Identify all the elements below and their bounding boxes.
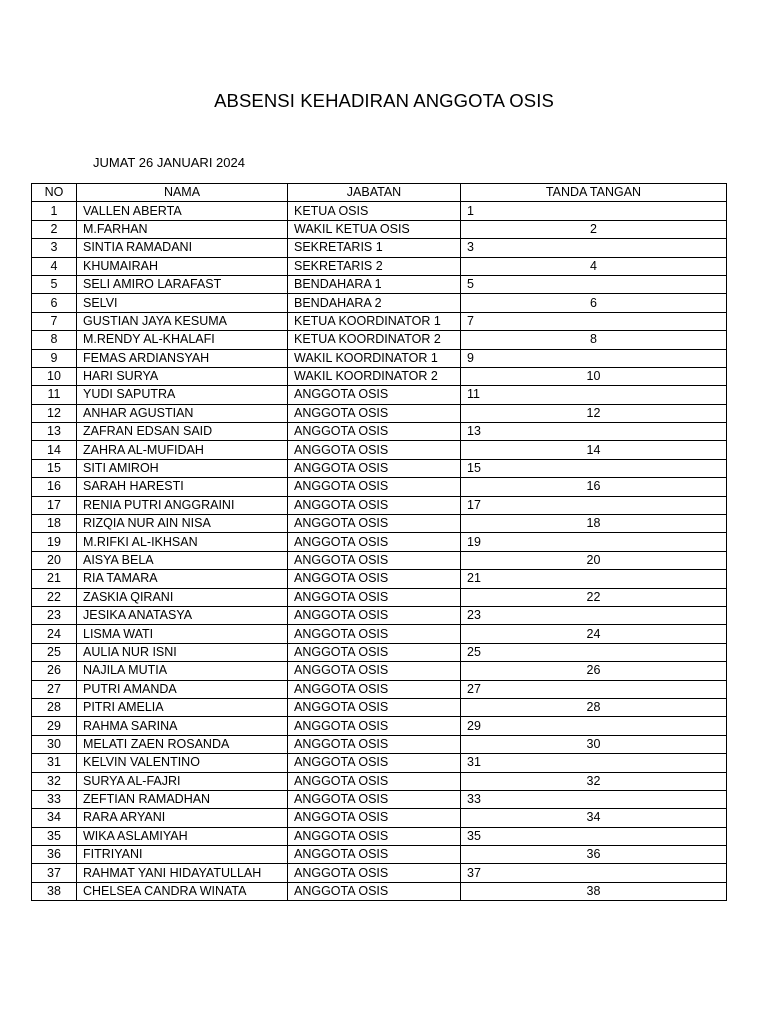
- member-name: RENIA PUTRI ANGGRAINI: [77, 496, 288, 514]
- signature-cell: 17: [461, 496, 727, 514]
- column-header-tanda-tangan: TANDA TANGAN: [461, 184, 727, 202]
- row-number: 25: [32, 643, 77, 661]
- member-position: ANGGOTA OSIS: [288, 772, 461, 790]
- member-name: AISYA BELA: [77, 551, 288, 569]
- member-name: ZEFTIAN RAMADHAN: [77, 790, 288, 808]
- signature-cell: 34: [461, 809, 727, 827]
- member-position: ANGGOTA OSIS: [288, 846, 461, 864]
- table-row: [32, 698, 727, 716]
- table-row: [32, 570, 727, 588]
- signature-cell: 21: [461, 570, 727, 588]
- member-position: KETUA KOORDINATOR 1: [288, 312, 461, 330]
- table-row: [32, 662, 727, 680]
- table-row: [32, 312, 727, 330]
- member-position: ANGGOTA OSIS: [288, 478, 461, 496]
- member-position: ANGGOTA OSIS: [288, 386, 461, 404]
- member-position: WAKIL KOORDINATOR 1: [288, 349, 461, 367]
- member-position: ANGGOTA OSIS: [288, 404, 461, 422]
- table-row: [32, 735, 727, 753]
- row-number: 13: [32, 423, 77, 441]
- signature-cell: 24: [461, 625, 727, 643]
- row-number: 26: [32, 662, 77, 680]
- row-number: 12: [32, 404, 77, 422]
- row-number: 20: [32, 551, 77, 569]
- member-position: BENDAHARA 2: [288, 294, 461, 312]
- table-row: [32, 643, 727, 661]
- member-name: M.RENDY AL-KHALAFI: [77, 331, 288, 349]
- member-position: ANGGOTA OSIS: [288, 882, 461, 900]
- table-row: [32, 257, 727, 275]
- signature-cell: 27: [461, 680, 727, 698]
- table-row: [32, 349, 727, 367]
- member-name: VALLEN ABERTA: [77, 202, 288, 220]
- member-position: ANGGOTA OSIS: [288, 735, 461, 753]
- table-row: [32, 294, 727, 312]
- row-number: 3: [32, 239, 77, 257]
- row-number: 21: [32, 570, 77, 588]
- member-name: FITRIYANI: [77, 846, 288, 864]
- member-name: WIKA ASLAMIYAH: [77, 827, 288, 845]
- signature-cell: 8: [461, 331, 727, 349]
- row-number: 27: [32, 680, 77, 698]
- row-number: 33: [32, 790, 77, 808]
- member-position: ANGGOTA OSIS: [288, 533, 461, 551]
- member-position: SEKRETARIS 2: [288, 257, 461, 275]
- row-number: 37: [32, 864, 77, 882]
- signature-cell: 6: [461, 294, 727, 312]
- signature-cell: 33: [461, 790, 727, 808]
- member-name: JESIKA ANATASYA: [77, 606, 288, 624]
- table-row: [32, 864, 727, 882]
- table-row: [32, 441, 727, 459]
- row-number: 36: [32, 846, 77, 864]
- member-name: ZAFRAN EDSAN SAID: [77, 423, 288, 441]
- member-position: ANGGOTA OSIS: [288, 643, 461, 661]
- table-row: [32, 367, 727, 385]
- table-row: [32, 331, 727, 349]
- member-position: ANGGOTA OSIS: [288, 515, 461, 533]
- attendance-date: JUMAT 26 JANUARI 2024: [93, 155, 245, 170]
- signature-cell: 1: [461, 202, 727, 220]
- row-number: 29: [32, 717, 77, 735]
- table-row: [32, 809, 727, 827]
- row-number: 1: [32, 202, 77, 220]
- member-position: ANGGOTA OSIS: [288, 423, 461, 441]
- member-name: PUTRI AMANDA: [77, 680, 288, 698]
- member-name: LISMA WATI: [77, 625, 288, 643]
- signature-cell: 35: [461, 827, 727, 845]
- member-name: SITI AMIROH: [77, 459, 288, 477]
- member-position: ANGGOTA OSIS: [288, 496, 461, 514]
- member-name: CHELSEA CANDRA WINATA: [77, 882, 288, 900]
- signature-cell: 22: [461, 588, 727, 606]
- table-row: [32, 239, 727, 257]
- signature-cell: 7: [461, 312, 727, 330]
- member-position: SEKRETARIS 1: [288, 239, 461, 257]
- table-row: [32, 423, 727, 441]
- member-position: ANGGOTA OSIS: [288, 827, 461, 845]
- member-position: ANGGOTA OSIS: [288, 662, 461, 680]
- signature-cell: 25: [461, 643, 727, 661]
- signature-cell: 31: [461, 754, 727, 772]
- table-row: [32, 827, 727, 845]
- member-name: PITRI AMELIA: [77, 698, 288, 716]
- signature-cell: 20: [461, 551, 727, 569]
- table-row: [32, 680, 727, 698]
- member-position: ANGGOTA OSIS: [288, 625, 461, 643]
- member-name: SINTIA RAMADANI: [77, 239, 288, 257]
- signature-cell: 15: [461, 459, 727, 477]
- row-number: 11: [32, 386, 77, 404]
- row-number: 9: [32, 349, 77, 367]
- member-position: ANGGOTA OSIS: [288, 754, 461, 772]
- signature-cell: 37: [461, 864, 727, 882]
- member-name: M.RIFKI AL-IKHSAN: [77, 533, 288, 551]
- member-name: RAHMA SARINA: [77, 717, 288, 735]
- member-name: KHUMAIRAH: [77, 257, 288, 275]
- signature-cell: 2: [461, 220, 727, 238]
- table-row: [32, 772, 727, 790]
- signature-cell: 4: [461, 257, 727, 275]
- member-position: WAKIL KETUA OSIS: [288, 220, 461, 238]
- table-row: [32, 846, 727, 864]
- row-number: 35: [32, 827, 77, 845]
- document-title: ABSENSI KEHADIRAN ANGGOTA OSIS: [214, 90, 554, 111]
- column-header-jabatan: JABATAN: [288, 184, 461, 202]
- table-row: [32, 386, 727, 404]
- member-name: SARAH HARESTI: [77, 478, 288, 496]
- member-position: ANGGOTA OSIS: [288, 459, 461, 477]
- table-row: [32, 459, 727, 477]
- member-name: RIZQIA NUR AIN NISA: [77, 515, 288, 533]
- signature-cell: 3: [461, 239, 727, 257]
- signature-cell: 29: [461, 717, 727, 735]
- table-row: [32, 404, 727, 422]
- signature-cell: 32: [461, 772, 727, 790]
- table-row: [32, 882, 727, 900]
- member-position: ANGGOTA OSIS: [288, 588, 461, 606]
- column-header-no: NO: [32, 184, 77, 202]
- member-position: ANGGOTA OSIS: [288, 606, 461, 624]
- row-number: 8: [32, 331, 77, 349]
- table-row: [32, 588, 727, 606]
- table-row: [32, 275, 727, 293]
- table-row: [32, 496, 727, 514]
- member-position: WAKIL KOORDINATOR 2: [288, 367, 461, 385]
- signature-cell: 23: [461, 606, 727, 624]
- signature-cell: 28: [461, 698, 727, 716]
- header-row: [32, 184, 727, 202]
- row-number: 31: [32, 754, 77, 772]
- member-position: ANGGOTA OSIS: [288, 809, 461, 827]
- table-row: [32, 717, 727, 735]
- row-number: 38: [32, 882, 77, 900]
- member-name: RAHMAT YANI HIDAYATULLAH: [77, 864, 288, 882]
- member-position: ANGGOTA OSIS: [288, 864, 461, 882]
- member-position: ANGGOTA OSIS: [288, 441, 461, 459]
- row-number: 28: [32, 698, 77, 716]
- signature-cell: 14: [461, 441, 727, 459]
- row-number: 23: [32, 606, 77, 624]
- member-name: GUSTIAN JAYA KESUMA: [77, 312, 288, 330]
- member-name: NAJILA MUTIA: [77, 662, 288, 680]
- signature-cell: 38: [461, 882, 727, 900]
- row-number: 19: [32, 533, 77, 551]
- signature-cell: 12: [461, 404, 727, 422]
- table-row: [32, 515, 727, 533]
- table-row: [32, 754, 727, 772]
- member-name: YUDI SAPUTRA: [77, 386, 288, 404]
- member-name: SELVI: [77, 294, 288, 312]
- signature-cell: 10: [461, 367, 727, 385]
- member-name: ZASKIA QIRANI: [77, 588, 288, 606]
- row-number: 18: [32, 515, 77, 533]
- row-number: 6: [32, 294, 77, 312]
- member-name: SELI AMIRO LARAFAST: [77, 275, 288, 293]
- member-name: SURYA AL-FAJRI: [77, 772, 288, 790]
- row-number: 4: [32, 257, 77, 275]
- signature-cell: 11: [461, 386, 727, 404]
- row-number: 16: [32, 478, 77, 496]
- member-name: RIA TAMARA: [77, 570, 288, 588]
- table-header: [32, 184, 727, 202]
- row-number: 22: [32, 588, 77, 606]
- signature-cell: 13: [461, 423, 727, 441]
- member-name: RARA ARYANI: [77, 809, 288, 827]
- table-row: [32, 220, 727, 238]
- member-position: BENDAHARA 1: [288, 275, 461, 293]
- table-row: [32, 533, 727, 551]
- member-position: KETUA OSIS: [288, 202, 461, 220]
- table-row: [32, 202, 727, 220]
- signature-cell: 26: [461, 662, 727, 680]
- member-position: ANGGOTA OSIS: [288, 790, 461, 808]
- signature-cell: 16: [461, 478, 727, 496]
- member-name: FEMAS ARDIANSYAH: [77, 349, 288, 367]
- member-position: ANGGOTA OSIS: [288, 680, 461, 698]
- member-name: MELATI ZAEN ROSANDA: [77, 735, 288, 753]
- signature-cell: 19: [461, 533, 727, 551]
- row-number: 5: [32, 275, 77, 293]
- signature-cell: 9: [461, 349, 727, 367]
- member-name: M.FARHAN: [77, 220, 288, 238]
- row-number: 2: [32, 220, 77, 238]
- attendance-table: [31, 183, 727, 901]
- table-row: [32, 625, 727, 643]
- table-row: [32, 606, 727, 624]
- member-position: ANGGOTA OSIS: [288, 717, 461, 735]
- signature-cell: 36: [461, 846, 727, 864]
- member-position: ANGGOTA OSIS: [288, 570, 461, 588]
- row-number: 30: [32, 735, 77, 753]
- member-position: ANGGOTA OSIS: [288, 551, 461, 569]
- member-position: KETUA KOORDINATOR 2: [288, 331, 461, 349]
- signature-cell: 30: [461, 735, 727, 753]
- member-name: AULIA NUR ISNI: [77, 643, 288, 661]
- row-number: 7: [32, 312, 77, 330]
- table-row: [32, 790, 727, 808]
- member-name: KELVIN VALENTINO: [77, 754, 288, 772]
- row-number: 32: [32, 772, 77, 790]
- table-row: [32, 478, 727, 496]
- member-name: ZAHRA AL-MUFIDAH: [77, 441, 288, 459]
- member-name: ANHAR AGUSTIAN: [77, 404, 288, 422]
- signature-cell: 5: [461, 275, 727, 293]
- row-number: 34: [32, 809, 77, 827]
- row-number: 24: [32, 625, 77, 643]
- member-name: HARI SURYA: [77, 367, 288, 385]
- row-number: 14: [32, 441, 77, 459]
- table-row: [32, 551, 727, 569]
- column-header-nama: NAMA: [77, 184, 288, 202]
- row-number: 10: [32, 367, 77, 385]
- table-body: [32, 202, 727, 901]
- member-position: ANGGOTA OSIS: [288, 698, 461, 716]
- row-number: 15: [32, 459, 77, 477]
- signature-cell: 18: [461, 515, 727, 533]
- row-number: 17: [32, 496, 77, 514]
